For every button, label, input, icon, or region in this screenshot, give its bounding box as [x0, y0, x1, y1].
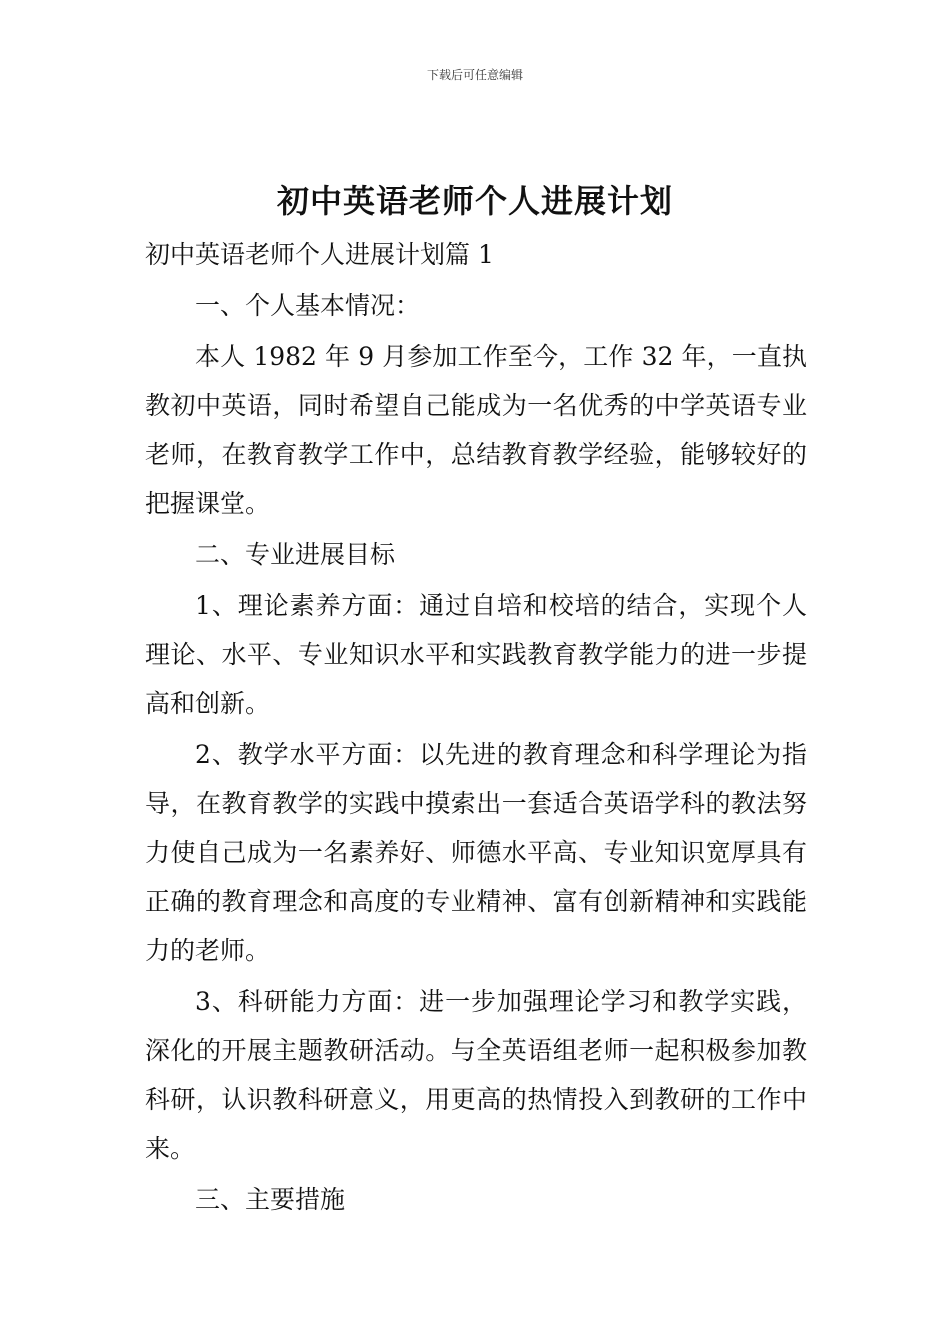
paragraph-heading-measures: 三、主要措施: [195, 1185, 346, 1214]
document-title: 初中英语老师个人进展计划: [276, 182, 673, 220]
paragraph-heading-goals: 二、专业进展目标: [195, 540, 396, 569]
paragraph-goal-teaching: 2、教学水平方面：以先进的教育理念和科学理论为指导，在教育教学的实践中摸索出一套适合英语学科的教法努力使自己成为一名素养好、师德水平高、专业知识宽厚具有正确的教育理念和高度的专业精神、富有创新精神和实践能力的老师。: [145, 740, 807, 965]
paragraph-heading-basic-info: 一、个人基本情况：: [195, 291, 421, 320]
header-note: 下载后可任意编辑: [426, 68, 523, 82]
paragraph-goal-research: 3、科研能力方面：进一步加强理论学习和教学实践，深化的开展主题教研活动。与全英语组老师一起积极参加教科研，认识教科研意义，用更高的热情投入到教研的工作中来。: [145, 987, 807, 1163]
document-body: [145, 230, 807, 1226]
paragraph-goal-theory: 1、理论素养方面：通过自培和校培的结合，实现个人理论、水平、专业知识水平和实践教育教学能力的进一步提高和创新。: [145, 591, 807, 718]
paragraph-section-heading: 初中英语老师个人进展计划篇 1: [145, 240, 494, 269]
paragraph-basic-info: 本人 1982 年 9 月参加工作至今，工作 32 年，一直执教初中英语，同时希望自己能成为一名优秀的中学英语专业老师，在教育教学工作中，总结教育教学经验，能够较好的把握课堂。: [145, 342, 807, 518]
